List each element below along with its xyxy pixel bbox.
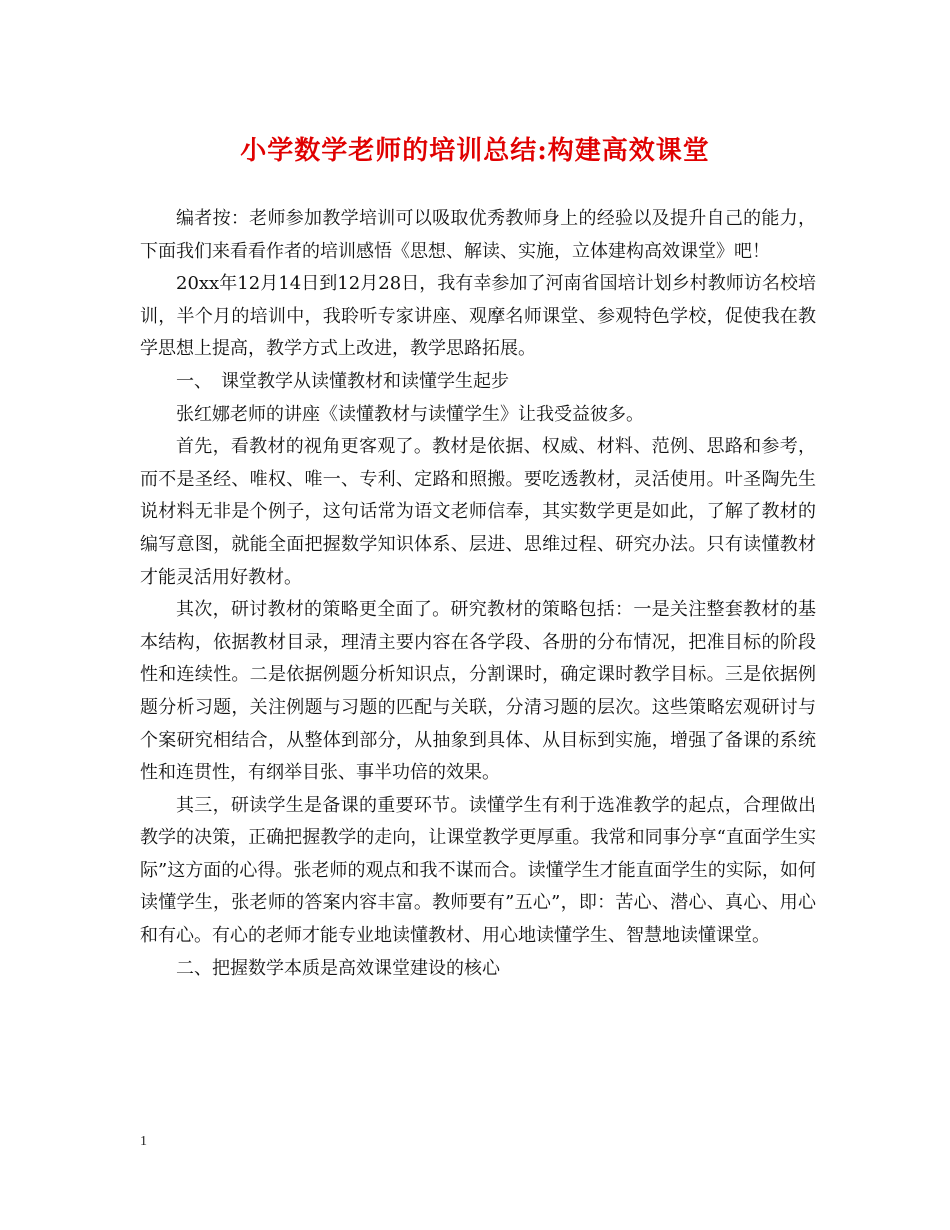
paragraph-editor-note: 编者按：老师参加教学培训可以吸取优秀教师身上的经验以及提升自己的能力，下面我们来看看作者的培训感悟《思想、解读、实施，立体建构高效课堂》吧！	[140, 208, 816, 262]
document-body	[140, 203, 816, 985]
section-heading-2: 二、把握数学本质是高效课堂建设的核心	[176, 957, 500, 979]
paragraph-intro: 20xx年12月14日到12月28日，我有幸参加了河南省国培计划乡村教师访名校培训，半个月的培训中，我聆听专家讲座、观摩名师课堂、参观特色学校，促使我在教学思想上提高，教学方式上改进，教学思路拓展。	[140, 273, 816, 360]
paragraph-second: 其次，研讨教材的策略更全面了。研究教材的策略包括：一是关注整套教材的基本结构，依据教材目录，理清主要内容在各学段、各册的分布情况，把准目标的阶段性和连续性。二是依据例题分析知识点，分割课时，确定课时教学目标。三是依据例题分析习题，关注例题与习题的匹配与关联，分清习题的层次。这些策略宏观研讨与个案研究相结合，从整体到部分，从抽象到具体、从目标到实施，增强了备课的系统性和连贯性，有纲举目张、事半功倍的效果。	[140, 599, 816, 784]
paragraph-first: 首先，看教材的视角更客观了。教材是依据、权威、材料、范例、思路和参考，而不是圣经、唯权、唯一、专利、定路和照搬。要吃透教材，灵活使用。叶圣陶先生说材料无非是个例子，这句话常为语文老师信奉，其实数学更是如此，了解了教材的编写意图，就能全面把握数学知识体系、层进、思维过程、研究办法。只有读懂教材才能灵活用好教材。	[140, 436, 816, 588]
document-title: 小学数学老师的培训总结:构建高效课堂	[240, 136, 710, 166]
paragraph-third: 其三，研读学生是备课的重要环节。读懂学生有利于选准教学的起点，合理做出教学的决策，正确把握教学的走向，让课堂教学更厚重。我常和同事分享“直面学生实际”这方面的心得。张老师的观点和我不谋而合。读懂学生才能直面学生的实际，如何读懂学生，张老师的答案内容丰富。教师要有”五心”，即：苦心、潜心、真心、用心和有心。有心的老师才能专业地读懂教材、用心地读懂学生、智慧地读懂课堂。	[140, 794, 816, 947]
paragraph-lecture: 张红娜老师的讲座《读懂教材与读懂学生》让我受益彼多。	[176, 403, 644, 425]
section-heading-1: 一、 课堂教学从读懂教材和读懂学生起步	[176, 370, 509, 392]
page-number: 1	[140, 1134, 147, 1149]
